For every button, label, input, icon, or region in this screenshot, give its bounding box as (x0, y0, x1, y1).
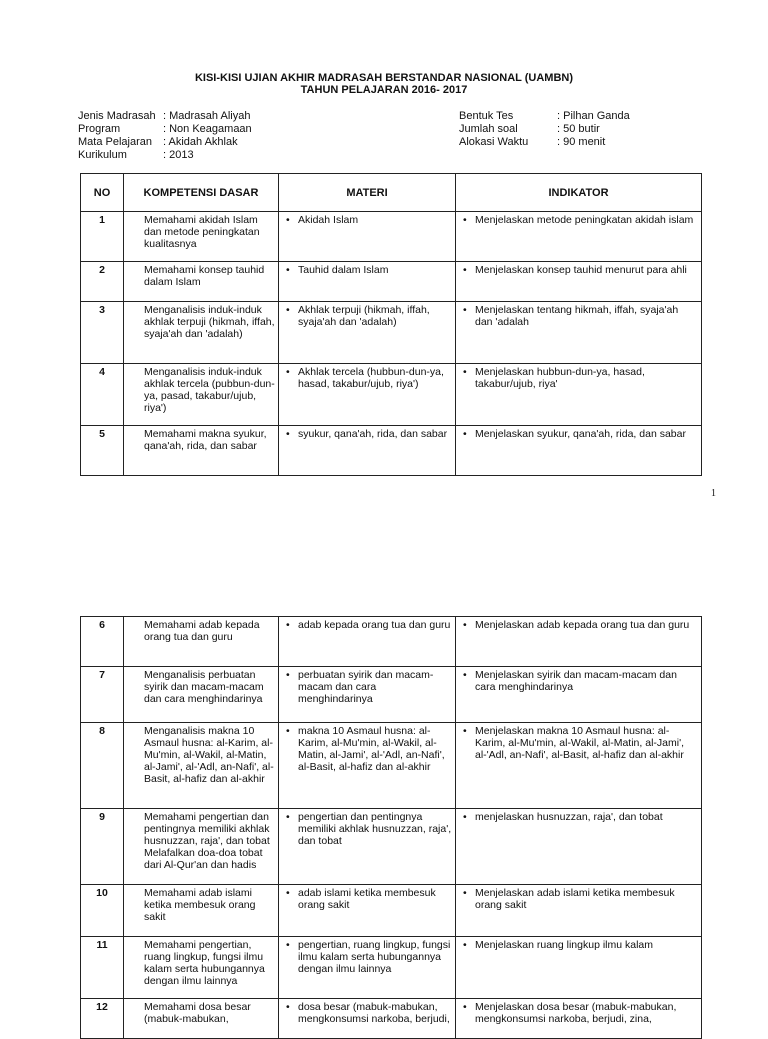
meta-key: Mata Pelajaran (78, 136, 152, 148)
cell-materi (279, 809, 456, 885)
cell-no: 4 (81, 364, 124, 426)
meta-left (78, 110, 252, 162)
materi-text: adab kepada orang tua dan guru (298, 619, 451, 631)
table-row (81, 426, 702, 476)
cell-indikator (456, 617, 702, 667)
materi-text: adab islami ketika membesuk orang sakit (298, 887, 436, 911)
indikator-text: Menjelaskan ruang lingkup ilmu kalam (475, 939, 654, 951)
cell-kompetensi: Menganalisis induk-induk akhlak tercela (pubbun-dun-ya, pasad, takabur/ujub, riya') (124, 364, 279, 426)
cell-no: 12 (81, 999, 124, 1039)
table-row (81, 999, 702, 1039)
cell-no: 8 (81, 723, 124, 809)
table-row (81, 212, 702, 262)
cell-indikator (456, 302, 702, 364)
bullet-icon: • (286, 214, 290, 226)
meta-key: Alokasi Waktu (459, 136, 529, 148)
bullet-icon: • (463, 1001, 467, 1013)
cell-kompetensi: Memahami makna syukur, qana'ah, rida, dan sabar (124, 426, 279, 476)
cell-materi (279, 262, 456, 302)
cell-materi (279, 212, 456, 262)
indikator-text: Menjelaskan konsep tauhid menurut para ahli (475, 264, 687, 276)
table-row (81, 937, 702, 999)
meta-value: : Pilhan Ganda (557, 110, 630, 122)
cell-indikator (456, 885, 702, 937)
meta-value: : 50 butir (557, 123, 600, 135)
cell-no: 1 (81, 212, 124, 262)
bullet-icon: • (463, 725, 467, 737)
bullet-icon: • (463, 669, 467, 681)
page-number: 1 (711, 488, 716, 499)
table-row (81, 302, 702, 364)
bullet-icon: • (463, 304, 467, 316)
bullet-icon: • (286, 264, 290, 276)
table-row (81, 364, 702, 426)
indikator-text: Menjelaskan makna 10 Asmaul husna: al-Karim, al-Mu'min, al-Wakil, al-Matin, al-Jami', al-'Adl, an-Nafi', al-Basit, al-hafiz dan al-akhir (475, 725, 684, 761)
table-row (81, 617, 702, 667)
indikator-text: Menjelaskan syirik dan macam-macam dan cara menghindarinya (475, 669, 677, 693)
cell-indikator (456, 937, 702, 999)
cell-materi (279, 885, 456, 937)
cell-kompetensi: Memahami dosa besar (mabuk-mabukan, (124, 999, 279, 1039)
indikator-text: Menjelaskan adab kepada orang tua dan guru (475, 619, 690, 631)
meta-value: : Madrasah Aliyah (163, 110, 251, 122)
cell-indikator (456, 212, 702, 262)
cell-no: 3 (81, 302, 124, 364)
cell-materi (279, 723, 456, 809)
meta-value: : 90 menit (557, 136, 606, 148)
bullet-icon: • (286, 939, 290, 951)
table-header-row (81, 174, 702, 212)
meta-key: Jenis Madrasah (78, 110, 156, 122)
materi-text: pengertian, ruang lingkup, fungsi ilmu kalam serta hubungannya dengan ilmu lainnya (298, 939, 451, 975)
materi-text: pengertian dan pentingnya memiliki akhlak husnuzzan, raja', dan tobat (298, 811, 452, 847)
cell-indikator (456, 667, 702, 723)
cell-kompetensi: Menganalisis induk-induk akhlak terpuji (hikmah, iffah, syaja'ah dan 'adalah) (124, 302, 279, 364)
bullet-icon: • (286, 619, 290, 631)
cell-kompetensi: Memahami adab islami ketika membesuk orang sakit (124, 885, 279, 937)
bullet-icon: • (286, 428, 290, 440)
materi-text: dosa besar (mabuk-mabukan, mengkonsumsi narkoba, berjudi, (298, 1001, 450, 1025)
materi-text: Akhlak tercela (hubbun-dun-ya, hasad, takabur/ujub, riya') (298, 366, 444, 390)
cell-kompetensi: Memahami akidah Islam dan metode peningkatan kualitasnya (124, 212, 279, 262)
cell-indikator (456, 426, 702, 476)
cell-no: 11 (81, 937, 124, 999)
cell-kompetensi: Menganalisis makna 10 Asmaul husna: al-Karim, al-Mu'min, al-Wakil, al-Matin, al-Jami', al-'Adl, an-Nafi', al-Basit, al-hafiz dan al-akhir (124, 723, 279, 809)
cell-kompetensi: Memahami pengertian, ruang lingkup, fungsi ilmu kalam serta hubungannya dengan ilmu lainnya (124, 937, 279, 999)
cell-materi (279, 364, 456, 426)
materi-text: perbuatan syirik dan macam-macam dan cara menghindarinya (298, 669, 434, 705)
bullet-icon: • (463, 366, 467, 378)
cell-no: 10 (81, 885, 124, 937)
cell-no: 6 (81, 617, 124, 667)
indikator-text: Menjelaskan metode peningkatan akidah islam (475, 214, 694, 226)
kisi-table-page-2 (80, 616, 702, 1039)
cell-materi (279, 667, 456, 723)
bullet-icon: • (463, 939, 467, 951)
cell-kompetensi: Memahami konsep tauhid dalam Islam (124, 262, 279, 302)
document-title: KISI-KISI UJIAN AKHIR MADRASAH BERSTANDAR NASIONAL (UAMBN) (194, 72, 574, 84)
cell-no: 5 (81, 426, 124, 476)
cell-no: 7 (81, 667, 124, 723)
bullet-icon: • (286, 725, 290, 737)
bullet-icon: • (463, 264, 467, 276)
document-subtitle: TAHUN PELAJARAN 2016- 2017 (300, 84, 468, 96)
cell-indikator (456, 999, 702, 1039)
table-row (81, 262, 702, 302)
indikator-text: Menjelaskan dosa besar (mabuk-mabukan, mengkonsumsi narkoba, berjudi, zina, (475, 1001, 677, 1025)
cell-kompetensi: Memahami pengertian dan pentingnya memiliki akhlak husnuzzan, raja', dan tobat Melafalkan doa-doa tobat dari Al-Qur'an dan hadis (124, 809, 279, 885)
cell-materi (279, 937, 456, 999)
materi-text: syukur, qana'ah, rida, dan sabar (298, 428, 448, 440)
meta-key: Jumlah soal (459, 123, 518, 135)
bullet-icon: • (286, 811, 290, 823)
meta-value: : Akidah Akhlak (163, 136, 238, 148)
cell-no: 2 (81, 262, 124, 302)
bullet-icon: • (463, 214, 467, 226)
cell-indikator (456, 262, 702, 302)
meta-value: : Non Keagamaan (163, 123, 252, 135)
bullet-icon: • (463, 887, 467, 899)
cell-no: 9 (81, 809, 124, 885)
indikator-text: Menjelaskan tentang hikmah, iffah, syaja'ah dan 'adalah (475, 304, 679, 328)
cell-materi (279, 617, 456, 667)
table-row (81, 723, 702, 809)
bullet-icon: • (463, 811, 467, 823)
indikator-text: Menjelaskan syukur, qana'ah, rida, dan sabar (475, 428, 686, 440)
cell-materi (279, 302, 456, 364)
cell-materi (279, 999, 456, 1039)
materi-text: Akhlak terpuji (hikmah, iffah, syaja'ah dan 'adalah) (298, 304, 430, 328)
cell-kompetensi: Menganalisis perbuatan syirik dan macam-macam dan cara menghindarinya (124, 667, 279, 723)
materi-text: makna 10 Asmaul husna: al-Karim, al-Mu'min, al-Wakil, al-Matin, al-Jami', al-'Adl, an-Nafi', al-Basit, al-hafiz dan al-akhir (298, 725, 445, 773)
bullet-icon: • (286, 304, 290, 316)
header-materi: MATERI (279, 174, 456, 212)
bullet-icon: • (463, 428, 467, 440)
bullet-icon: • (463, 619, 467, 631)
indikator-text: Menjelaskan adab islami ketika membesuk orang sakit (475, 887, 675, 911)
header-indikator: INDIKATOR (456, 174, 702, 212)
cell-kompetensi: Memahami adab kepada orang tua dan guru (124, 617, 279, 667)
cell-materi (279, 426, 456, 476)
meta-key: Program (78, 123, 121, 135)
table-row (81, 809, 702, 885)
materi-text: Tauhid dalam Islam (298, 264, 389, 276)
meta-value: : 2013 (163, 149, 194, 161)
kisi-table-page-1 (80, 173, 702, 476)
cell-indikator (456, 364, 702, 426)
cell-indikator (456, 809, 702, 885)
bullet-icon: • (286, 1001, 290, 1013)
header-kompetensi: KOMPETENSI DASAR (124, 174, 279, 212)
header-no: NO (81, 174, 124, 212)
table-row (81, 885, 702, 937)
bullet-icon: • (286, 366, 290, 378)
meta-right (459, 110, 630, 149)
meta-key: Bentuk Tes (459, 110, 514, 122)
bullet-icon: • (286, 887, 290, 899)
meta-key: Kurikulum (78, 149, 127, 161)
cell-indikator (456, 723, 702, 809)
table-row (81, 667, 702, 723)
bullet-icon: • (286, 669, 290, 681)
materi-text: Akidah Islam (298, 214, 359, 226)
indikator-text: Menjelaskan hubbun-dun-ya, hasad, takabur/ujub, riya' (475, 366, 645, 390)
indikator-text: menjelaskan husnuzzan, raja', dan tobat (475, 811, 663, 823)
